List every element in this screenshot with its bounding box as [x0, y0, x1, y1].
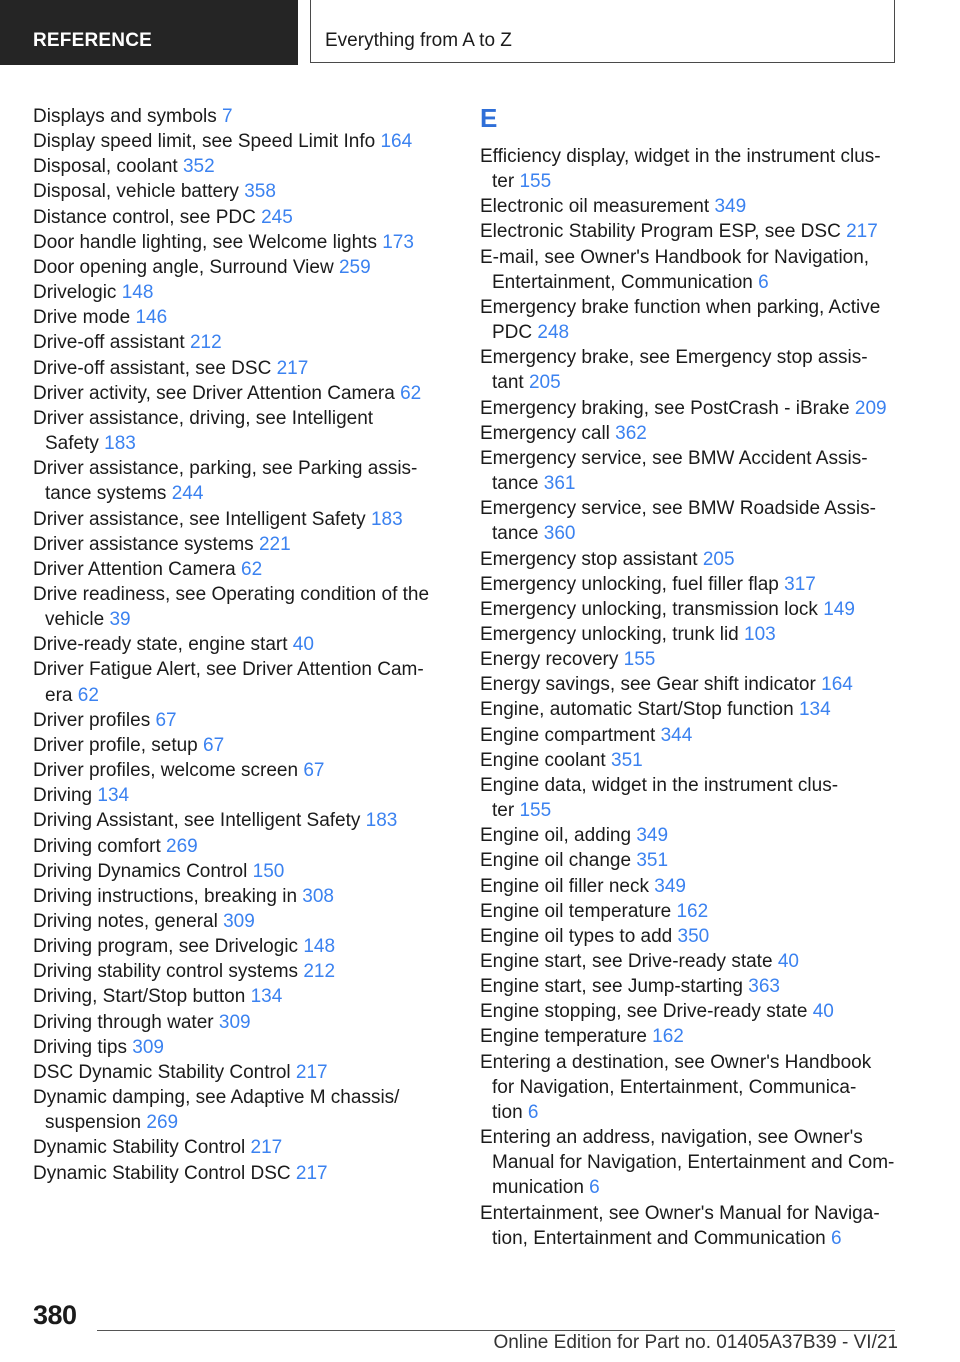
index-entry: [480, 1050, 900, 1125]
entry-text: Emergency call: [480, 422, 610, 444]
page-reference-link[interactable]: 103: [744, 623, 776, 645]
footer-edition: Online Edition for Part no. 01405A37B39 - VI/21: [493, 1332, 898, 1353]
entry-text: Driving notes, general: [33, 911, 218, 932]
page-reference-link[interactable]: 352: [182, 156, 215, 178]
page-reference-link[interactable]: 217: [846, 221, 878, 243]
entry-text: Entertainment, see Owner's Manual for Naviga-: [480, 1202, 880, 1224]
page-reference-link[interactable]: 62: [400, 382, 422, 404]
page-reference-link[interactable]: 308: [302, 885, 334, 907]
page-reference-link[interactable]: 183: [370, 508, 403, 530]
index-entry: [33, 330, 438, 355]
entry-text: Electronic Stability Program ESP, see DSC: [480, 221, 841, 243]
page-reference-link[interactable]: 173: [382, 231, 414, 253]
entry-text: Driving Dynamics Control: [33, 860, 248, 882]
page-reference-link[interactable]: 217: [276, 357, 309, 379]
index-entry: [33, 1085, 438, 1135]
entry-text: Emergency service, see BMW Roadside Assis-: [480, 498, 876, 520]
page-reference-link[interactable]: 217: [295, 1061, 328, 1083]
page-reference-link[interactable]: 221: [258, 533, 291, 555]
page-reference-link[interactable]: 155: [519, 171, 552, 193]
index-entry: [480, 144, 900, 194]
entry-text: Entertainment, Communication: [492, 271, 753, 293]
entry-text: Engine, automatic Start/Stop function: [480, 699, 794, 721]
page-reference-link[interactable]: 6: [831, 1227, 842, 1249]
page-reference-link[interactable]: 162: [652, 1026, 684, 1048]
entry-text: tion: [492, 1101, 523, 1123]
page-reference-link[interactable]: 212: [303, 961, 336, 983]
index-entry: [33, 305, 438, 330]
page-reference-link[interactable]: 244: [171, 483, 204, 505]
index-entry: [33, 129, 438, 154]
index-entry: [33, 783, 438, 808]
section-header: [0, 0, 298, 65]
index-entry: [480, 773, 900, 823]
entry-text: Drive readiness, see Operating condition of the: [33, 583, 430, 605]
entry-text: Drive mode: [33, 307, 131, 329]
entry-text: tance: [492, 523, 539, 545]
index-entry: [33, 1010, 438, 1035]
index-entry: [480, 572, 900, 597]
entry-text: Emergency brake, see Emergency stop assis-: [480, 347, 868, 369]
page-reference-link[interactable]: 363: [748, 976, 780, 998]
index-entry: [480, 723, 900, 748]
page-reference-link[interactable]: 248: [537, 322, 570, 344]
index-entry: [480, 949, 900, 974]
page-reference-link[interactable]: 350: [677, 925, 710, 947]
entry-text: Door handle lighting, see Welcome lights: [33, 231, 377, 253]
index-entry: [33, 230, 438, 255]
index-entry: [480, 421, 900, 446]
page-reference-link[interactable]: 150: [252, 860, 285, 882]
page-reference-link[interactable]: 162: [676, 900, 709, 922]
page-reference-link[interactable]: 40: [292, 634, 314, 656]
index-entry: [480, 194, 900, 219]
entry-text: Driver assistance, driving, see Intelligent: [33, 407, 374, 429]
index-entry: [33, 456, 438, 506]
entry-text: Engine oil, adding: [480, 825, 632, 847]
index-entry: [480, 974, 900, 999]
index-entry: [480, 597, 900, 622]
page-reference-link[interactable]: 351: [611, 749, 643, 771]
index-entry: [33, 1161, 438, 1186]
index-entry: [33, 708, 438, 733]
page-reference-link[interactable]: 349: [636, 825, 669, 847]
index-entry: [480, 823, 900, 848]
page-number: 380: [33, 1300, 77, 1330]
page-reference-link[interactable]: 344: [660, 724, 693, 746]
entry-text: Energy savings, see Gear shift indicator: [480, 674, 816, 696]
page-reference-link[interactable]: 269: [166, 835, 198, 857]
entry-text: Disposal, vehicle battery: [33, 181, 239, 203]
entry-text: Dynamic Stability Control DSC: [33, 1162, 291, 1184]
index-entry: [33, 959, 438, 984]
page-reference-link[interactable]: 269: [146, 1112, 179, 1134]
entry-text: Engine temperature: [480, 1026, 647, 1048]
page-reference-link[interactable]: 245: [261, 206, 293, 228]
entry-text: Engine oil temperature: [480, 900, 672, 922]
page-reference-link[interactable]: 62: [77, 684, 99, 706]
page-reference-link[interactable]: 134: [798, 699, 831, 721]
page-reference-link[interactable]: 67: [203, 734, 225, 756]
entry-text: Driving tips: [33, 1036, 127, 1058]
entry-text: Driver profiles, welcome screen: [33, 760, 299, 782]
entry-text: Dynamic Stability Control: [33, 1137, 246, 1159]
entry-text: Engine data, widget in the instrument clus-: [480, 774, 839, 796]
entry-text: Engine coolant: [480, 749, 606, 771]
page-reference-link[interactable]: 217: [250, 1137, 283, 1159]
index-entry: [33, 934, 438, 959]
index-entry: [480, 219, 900, 244]
entry-text: Engine start, see Drive-ready state: [480, 951, 773, 972]
entry-text: Driver profiles: [33, 709, 151, 731]
page-reference-link[interactable]: 183: [104, 433, 136, 455]
page-reference-link[interactable]: 155: [623, 649, 656, 671]
entry-text: Driving comfort: [33, 835, 161, 857]
index-entry: [33, 381, 438, 406]
entry-text: Display speed limit, see Speed Limit Info: [33, 131, 376, 153]
index-entry: [33, 1035, 438, 1060]
page-reference-link[interactable]: 183: [365, 810, 398, 832]
page-reference-link[interactable]: 349: [714, 196, 747, 218]
entry-text: E-mail, see Owner's Handbook for Navigation,: [480, 246, 870, 268]
entry-text: Dynamic damping, see Adaptive M chassis/: [33, 1087, 400, 1109]
entry-text: Entering a destination, see Owner's Handbook: [480, 1051, 872, 1073]
index-entry: [33, 657, 438, 707]
entry-text: Engine compartment: [480, 724, 656, 746]
entry-text: Driver assistance systems: [33, 533, 254, 555]
index-entry: [33, 507, 438, 532]
page-reference-link[interactable]: 40: [777, 951, 799, 972]
section-title: REFERENCE: [33, 30, 152, 51]
index-entry: [480, 899, 900, 924]
index-entry: [480, 245, 900, 295]
index-entry: [480, 924, 900, 949]
entry-text: Drive-ready state, engine start: [33, 634, 288, 656]
entry-text: Driver assistance, see Intelligent Safety: [33, 508, 366, 530]
index-entry: [480, 848, 900, 873]
index-column-left: [33, 104, 438, 1186]
index-entry: [33, 255, 438, 280]
index-entry: [33, 884, 438, 909]
entry-text: ter: [492, 171, 515, 193]
entry-text: Driver profile, setup: [33, 734, 198, 756]
entry-text: Driving program, see Drivelogic: [33, 936, 299, 958]
page-reference-link[interactable]: 67: [155, 709, 177, 731]
page-reference-link[interactable]: 164: [821, 674, 853, 696]
entry-text: Driving, Start/Stop button: [33, 986, 246, 1008]
entry-text: Engine oil change: [480, 850, 632, 872]
entry-text: PDC: [492, 322, 533, 344]
index-entry: [480, 748, 900, 773]
entry-text: Drivelogic: [33, 282, 117, 304]
entry-text: Emergency unlocking, transmission lock: [480, 598, 818, 620]
index-entry: [480, 396, 900, 421]
index-entry: [480, 999, 900, 1024]
page-reference-link[interactable]: 360: [543, 523, 576, 545]
index-entry: [33, 557, 438, 582]
page-reference-link[interactable]: 67: [303, 760, 325, 782]
index-entry: [33, 733, 438, 758]
index-entry: [33, 909, 438, 934]
index-entry: [33, 1060, 438, 1085]
page-reference-link[interactable]: 205: [702, 548, 735, 570]
page-reference-link[interactable]: 148: [121, 282, 154, 304]
entry-text: tion, Entertainment and Communication: [492, 1227, 826, 1249]
entry-text: Driver Fatigue Alert, see Driver Attention Cam-: [33, 659, 424, 681]
index-entry: [33, 859, 438, 884]
page-reference-link[interactable]: 62: [241, 558, 263, 580]
footer-divider: [97, 1330, 895, 1331]
page-reference-link[interactable]: 309: [218, 1011, 251, 1033]
page-reference-link[interactable]: 358: [244, 181, 276, 203]
entry-text: Drive-off assistant: [33, 332, 185, 354]
index-entry: [33, 532, 438, 557]
entry-text: era: [45, 684, 73, 706]
page-reference-link[interactable]: 148: [303, 936, 336, 958]
index-entry: [480, 1125, 900, 1200]
entry-text: Engine oil filler neck: [480, 875, 649, 897]
index-entry: [33, 356, 438, 381]
index-entry: [480, 496, 900, 546]
entry-text: Driving instructions, breaking in: [33, 885, 298, 907]
page-reference-link[interactable]: 7: [222, 106, 233, 127]
entry-text: suspension: [45, 1112, 142, 1134]
entry-text: Disposal, coolant: [33, 156, 178, 178]
page-reference-link[interactable]: 40: [812, 1001, 834, 1023]
index-entry: [480, 1024, 900, 1049]
entry-text: Displays and symbols: [33, 106, 217, 127]
page-reference-link[interactable]: 259: [338, 256, 371, 278]
index-entry: [480, 672, 900, 697]
index-entry: [33, 154, 438, 179]
page-reference-link[interactable]: 317: [784, 573, 816, 595]
entry-text: Emergency brake function when parking, Active: [480, 296, 881, 318]
entry-text: Energy recovery: [480, 649, 619, 671]
entry-text: Efficiency display, widget in the instrument clus-: [480, 146, 881, 167]
index-entry: [33, 758, 438, 783]
entry-text: Engine oil types to add: [480, 925, 673, 947]
index-entry: [480, 446, 900, 496]
entry-text: Drive-off assistant, see DSC: [33, 357, 272, 379]
index-entry: [33, 280, 438, 305]
page-reference-link[interactable]: 146: [135, 307, 168, 329]
page-reference-link[interactable]: 155: [519, 800, 552, 822]
index-entry: [33, 582, 438, 632]
index-entry: [480, 345, 900, 395]
entry-text: Emergency stop assistant: [480, 548, 698, 570]
entry-text: tant: [492, 372, 524, 394]
index-entry: [33, 104, 438, 129]
page-reference-link[interactable]: 209: [854, 397, 887, 419]
entry-text: Driver Attention Camera: [33, 558, 236, 580]
page-reference-link[interactable]: 361: [543, 473, 576, 495]
index-letter-heading: E: [480, 103, 498, 133]
page-reference-link[interactable]: 362: [615, 422, 647, 444]
entry-text: for Navigation, Entertainment, Communica-: [492, 1076, 857, 1098]
page-reference-link[interactable]: 164: [380, 131, 413, 153]
page-reference-link[interactable]: 205: [528, 372, 561, 394]
entry-text: Manual for Navigation, Entertainment and Com-: [492, 1152, 895, 1174]
page-reference-link[interactable]: 217: [295, 1162, 328, 1184]
entry-text: tance systems: [45, 483, 167, 505]
index-entry: [33, 1135, 438, 1160]
page-reference-link[interactable]: 134: [97, 785, 130, 807]
entry-text: Driving stability control systems: [33, 961, 299, 983]
entry-text: DSC Dynamic Stability Control: [33, 1061, 291, 1083]
page-reference-link[interactable]: 212: [189, 332, 222, 354]
entry-text: Safety: [45, 433, 99, 455]
page-reference-link[interactable]: 134: [250, 986, 283, 1008]
entry-text: Electronic oil measurement: [480, 196, 710, 218]
entry-text: Emergency braking, see PostCrash - iBrake: [480, 397, 850, 419]
entry-text: Door opening angle, Surround View: [33, 256, 334, 278]
entry-text: Emergency unlocking, fuel filler flap: [480, 573, 779, 595]
entry-text: munication: [492, 1177, 584, 1199]
index-entry: [480, 295, 900, 345]
entry-text: Entering an address, navigation, see Owner's: [480, 1127, 863, 1149]
page-reference-link[interactable]: 6: [589, 1177, 600, 1199]
page-reference-link[interactable]: 351: [636, 850, 669, 872]
entry-text: tance: [492, 473, 539, 495]
chapter-title: Everything from A to Z: [325, 30, 512, 51]
entry-text: Driving: [33, 785, 93, 807]
index-entries-e: [480, 144, 900, 1251]
index-entry: [480, 547, 900, 572]
page-reference-link[interactable]: 309: [132, 1036, 164, 1058]
index-entry: [480, 874, 900, 899]
page-reference-link[interactable]: 309: [223, 911, 255, 932]
entry-text: Driver activity, see Driver Attention Camera: [33, 382, 395, 404]
entry-text: vehicle: [45, 609, 105, 631]
entry-text: Driving Assistant, see Intelligent Safety: [33, 810, 361, 832]
index-entry: [480, 697, 900, 722]
entry-text: Distance control, see PDC: [33, 206, 256, 228]
index-entry: [33, 808, 438, 833]
index-entry: [480, 1201, 900, 1251]
page-reference-link[interactable]: 149: [823, 598, 855, 620]
entry-text: Emergency service, see BMW Accident Assis-: [480, 447, 868, 469]
index-entry: [480, 622, 900, 647]
page-reference-link[interactable]: 349: [654, 875, 686, 897]
index-entry: [33, 406, 438, 456]
page-reference-link[interactable]: 6: [527, 1101, 539, 1123]
index-entry: [33, 984, 438, 1009]
entry-text: Driver assistance, parking, see Parking assis-: [33, 458, 418, 480]
entry-text: ter: [492, 800, 515, 822]
entry-text: Driving through water: [33, 1011, 214, 1033]
index-column-right: [480, 104, 900, 1251]
page-reference-link[interactable]: 39: [109, 609, 131, 631]
entry-text: Engine start, see Jump-starting: [480, 976, 743, 998]
index-entry: [480, 647, 900, 672]
index-entry: [33, 632, 438, 657]
index-entry: [33, 179, 438, 204]
index-entry: [33, 205, 438, 230]
index-entry: [33, 834, 438, 859]
entry-text: Emergency unlocking, trunk lid: [480, 623, 739, 645]
chapter-header: [310, 0, 895, 63]
entry-text: Engine stopping, see Drive-ready state: [480, 1001, 808, 1023]
page-reference-link[interactable]: 6: [758, 271, 769, 293]
